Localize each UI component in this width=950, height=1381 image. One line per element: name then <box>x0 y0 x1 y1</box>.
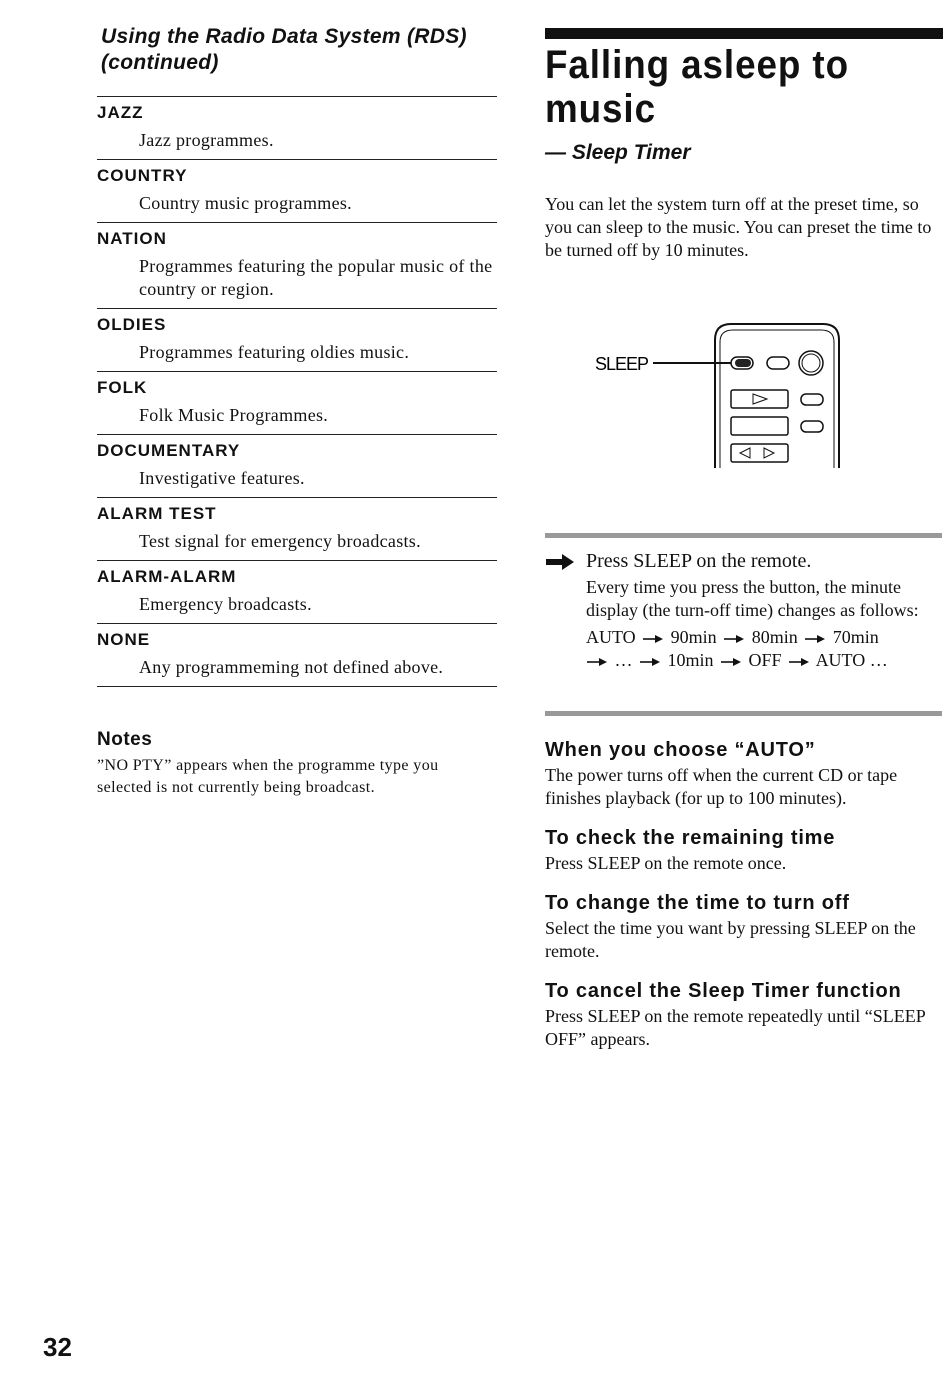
step-instruction: Press SLEEP on the remote. <box>586 550 812 572</box>
pty-desc: Any programmeming not defined above. <box>139 657 444 677</box>
sequence-item: 80min <box>751 627 798 647</box>
subsection-heading: When you choose “AUTO” <box>545 739 816 761</box>
sequence-item: … <box>614 650 633 670</box>
subsection-heading: To cancel the Sleep Timer function <box>545 980 902 1002</box>
sequence-arrow-icon <box>720 657 742 667</box>
sleep-label: SLEEP <box>595 354 649 374</box>
subsections <box>545 736 943 1065</box>
pty-name: ALARM TEST <box>97 504 217 523</box>
sequence-item: AUTO … <box>815 650 888 670</box>
step-top-rule <box>545 533 942 538</box>
sequence-item: OFF <box>748 650 782 670</box>
pty-item <box>97 309 497 372</box>
page-subtitle: — Sleep Timer <box>545 141 691 164</box>
pty-desc: Emergency broadcasts. <box>139 594 312 614</box>
sequence-item: 70min <box>832 627 879 647</box>
intro-text: You can let the system turn off at the preset time, so you can sleep to the music. You can preset the time to be turned off by 10 minutes. <box>545 194 932 260</box>
pty-desc: Test signal for emergency broadcasts. <box>139 531 421 551</box>
title-rule <box>545 28 943 39</box>
subsection-text: Select the time you want by pressing SLEEP on the remote. <box>545 918 916 961</box>
pty-item <box>97 624 497 687</box>
arrow-right-icon <box>545 552 575 572</box>
pty-name: COUNTRY <box>97 166 188 185</box>
pty-name: OLDIES <box>97 315 167 334</box>
sequence-item: AUTO <box>586 627 636 647</box>
pty-item <box>97 372 497 435</box>
sequence-arrow-icon <box>642 634 664 644</box>
sequence-arrow-icon <box>639 657 661 667</box>
step-bottom-rule <box>545 711 942 716</box>
pty-item <box>97 97 497 160</box>
pty-name: NONE <box>97 630 151 649</box>
pty-name: ALARM-ALARM <box>97 567 237 586</box>
pty-desc: Programmes featuring oldies music. <box>139 342 410 362</box>
remote-control-icon <box>545 318 943 478</box>
pty-name: DOCUMENTARY <box>97 441 241 460</box>
pty-item <box>97 160 497 223</box>
step-detail: Every time you press the button, the minute display (the turn-off time) changes as follows: <box>586 577 919 620</box>
subsection-text: Press SLEEP on the remote repeatedly until “SLEEP OFF” appears. <box>545 1006 926 1049</box>
sequence-line-2 <box>586 649 943 672</box>
sequence-line-1 <box>586 626 943 649</box>
pty-desc: Folk Music Programmes. <box>139 405 329 425</box>
notes-text: ”NO PTY” appears when the programme type you selected is not currently being broadcast. <box>97 757 439 796</box>
sequence-arrow-icon <box>586 657 608 667</box>
sequence-item: 90min <box>670 627 717 647</box>
pty-list <box>97 96 497 687</box>
step-block <box>545 548 943 672</box>
pty-item <box>97 498 497 561</box>
remote-illustration <box>545 318 943 478</box>
section-title: Using the Radio Data System (RDS) (continued) <box>101 25 467 74</box>
sequence-arrow-icon <box>804 634 826 644</box>
subsection-heading: To change the time to turn off <box>545 892 850 914</box>
subsection-text: Press SLEEP on the remote once. <box>545 853 787 873</box>
left-column <box>97 24 497 799</box>
pty-name: JAZZ <box>97 103 144 122</box>
pty-name: FOLK <box>97 378 148 397</box>
pty-desc: Country music programmes. <box>139 193 352 213</box>
pty-desc: Investigative features. <box>139 468 305 488</box>
pty-desc: Programmes featuring the popular music of the country or region. <box>139 256 493 299</box>
pty-item <box>97 223 497 309</box>
sequence-arrow-icon <box>788 657 810 667</box>
subsection-text: The power turns off when the current CD or tape finishes playback (for up to 100 minutes). <box>545 765 898 808</box>
sequence-arrow-icon <box>723 634 745 644</box>
sequence-item: 10min <box>667 650 714 670</box>
pty-item <box>97 561 497 624</box>
subsection-heading: To check the remaining time <box>545 827 836 849</box>
page-title: Falling asleep to music <box>545 43 849 131</box>
page-number: 32 <box>43 1332 72 1362</box>
right-column <box>545 28 943 262</box>
pty-desc: Jazz programmes. <box>139 130 274 150</box>
pty-item <box>97 435 497 498</box>
pty-name: NATION <box>97 229 167 248</box>
notes-title: Notes <box>97 729 153 750</box>
